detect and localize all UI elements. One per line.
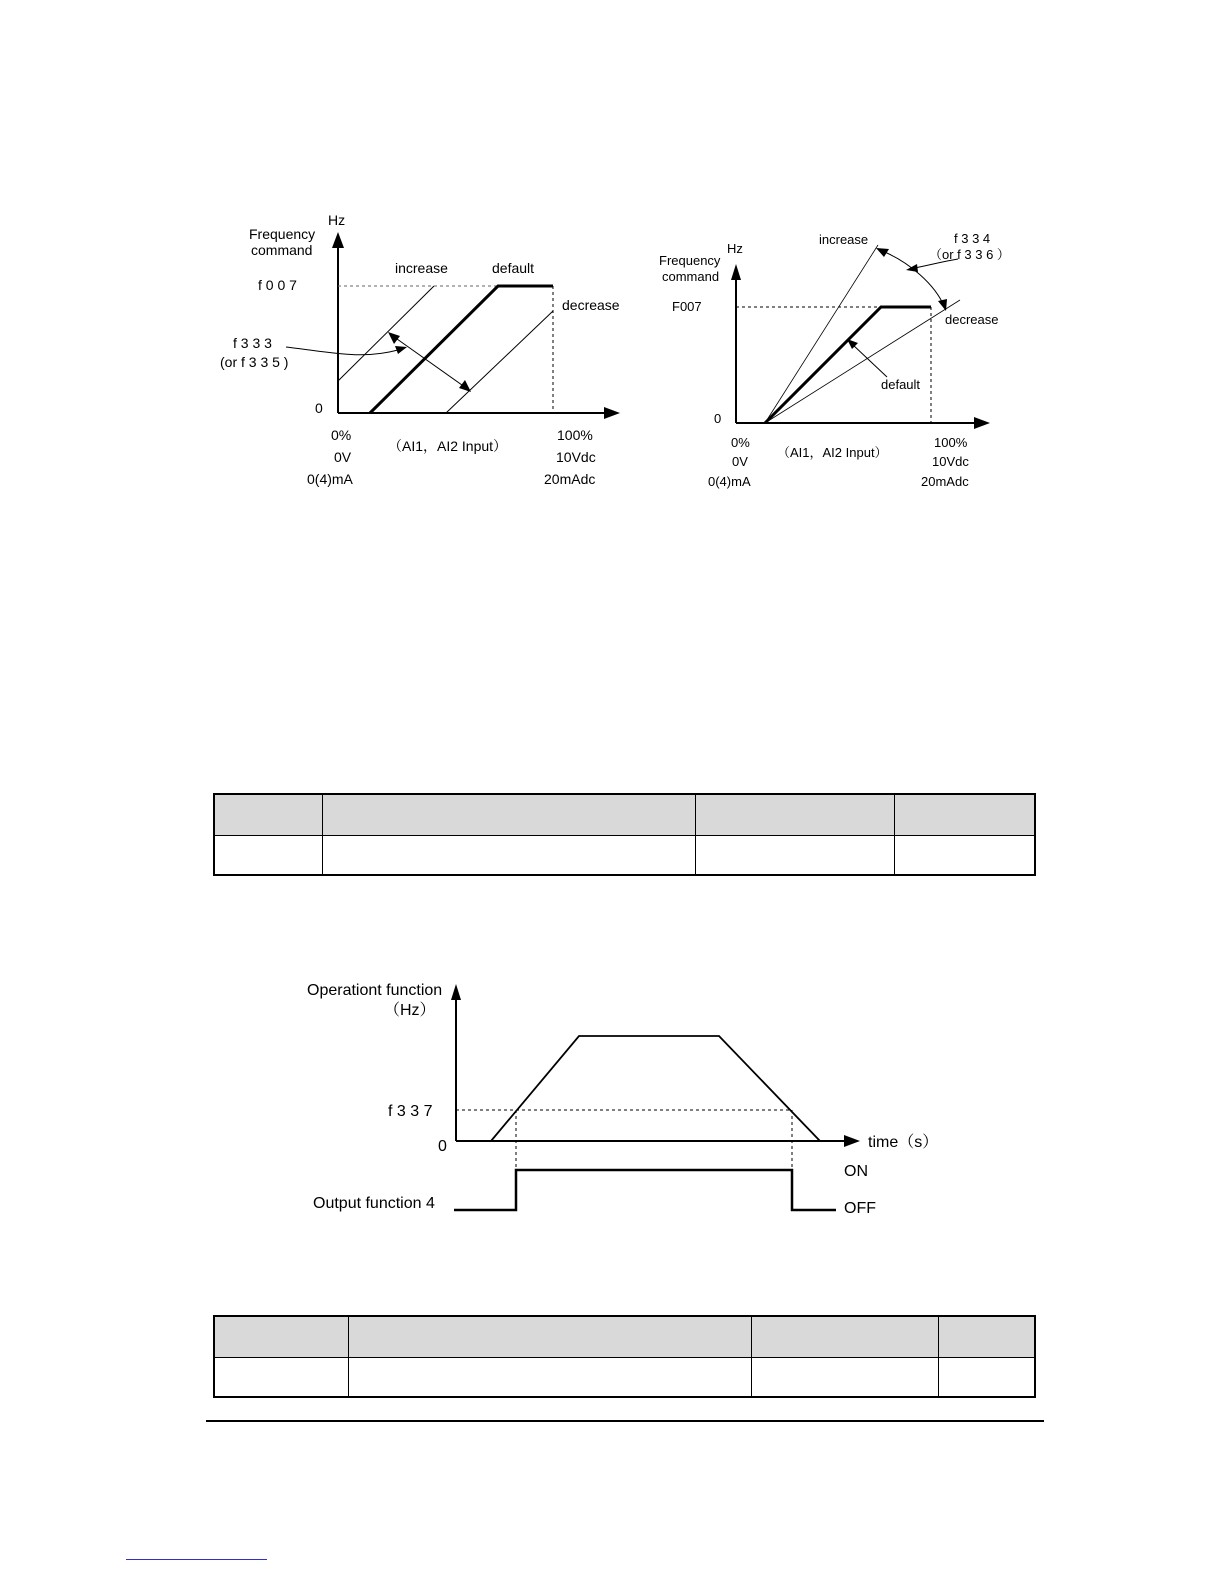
left-y-title-line2: command — [251, 242, 313, 258]
right-zero-label: 0 — [714, 411, 722, 426]
timing-off-label: OFF — [844, 1200, 876, 1217]
right-x-max-1: 100% — [934, 435, 968, 450]
left-increase-line — [338, 286, 434, 381]
left-param-pointer-head-icon — [395, 346, 407, 354]
right-x-min-1: 0% — [731, 435, 750, 450]
table-header-cell — [752, 1316, 939, 1357]
timing-zero-label: 0 — [438, 1138, 447, 1155]
table-header-cell — [349, 1316, 752, 1357]
timing-y-title-line2: （Hz） — [384, 1002, 436, 1019]
table-row — [214, 835, 1035, 875]
left-frequency-diagram — [220, 212, 620, 487]
right-x-max-2: 10Vdc — [932, 454, 969, 469]
right-param-arc-head-down-icon — [938, 299, 947, 311]
table-header-cell — [214, 794, 323, 835]
left-y-arrow-icon — [332, 232, 344, 248]
right-param-line1: f 3 3 4 — [954, 231, 991, 246]
left-zero-label: 0 — [315, 400, 323, 416]
left-x-max-3: 20mAdc — [544, 471, 596, 487]
right-param-line2: （or f 3 3 6 ） — [929, 247, 1010, 262]
table-cell — [939, 1357, 1036, 1397]
right-x-min-3: 0(4)mA — [708, 474, 751, 489]
table-cell — [752, 1357, 939, 1397]
table-cell — [323, 835, 696, 875]
right-x-max-3: 20mAdc — [921, 474, 969, 489]
right-default-line — [765, 307, 931, 423]
left-label-default: default — [492, 260, 535, 276]
footer-link-underline — [126, 1559, 267, 1560]
left-y-title-line1: Frequency — [249, 226, 316, 242]
left-x-max-2: 10Vdc — [556, 449, 596, 465]
table-cell — [214, 835, 323, 875]
right-increase-line — [765, 245, 878, 423]
timing-frequency-trapezoid — [491, 1036, 820, 1141]
left-x-max-1: 100% — [557, 427, 593, 443]
left-x-min-3: 0(4)mA — [307, 471, 353, 487]
left-param-pointer — [286, 347, 398, 355]
right-y-arrow-icon — [731, 264, 741, 280]
timing-on-label: ON — [844, 1163, 868, 1180]
right-y-axis-unit: Hz — [727, 241, 743, 256]
left-x-min-2: 0V — [334, 449, 352, 465]
table-header-row — [214, 1316, 1035, 1357]
right-x-arrow-icon — [974, 417, 990, 429]
timing-x-arrow-icon — [844, 1135, 860, 1147]
left-param-line2: (or f 3 3 5 ) — [220, 354, 289, 370]
table-cell — [895, 835, 1036, 875]
table-row — [214, 1357, 1035, 1397]
table-header-row — [214, 794, 1035, 835]
left-double-arrow-head-down-icon — [459, 380, 471, 392]
right-label-increase: increase — [819, 232, 869, 247]
timing-output-label: Output function 4 — [313, 1195, 435, 1212]
left-x-center-label: （AI1，AI2 Input） — [388, 438, 508, 454]
left-y-axis-unit: Hz — [328, 212, 346, 228]
table-cell — [214, 1357, 349, 1397]
timing-diagram — [307, 982, 938, 1217]
footer-divider — [206, 1420, 1044, 1422]
right-ref-label: F007 — [672, 299, 702, 314]
timing-y-title-line1: Operationt function — [307, 982, 443, 999]
left-label-decrease: decrease — [562, 297, 620, 313]
table-header-cell — [696, 794, 895, 835]
left-double-arrow-head-up-icon — [388, 332, 400, 344]
right-x-min-2: 0V — [732, 454, 748, 469]
table-header-cell — [895, 794, 1036, 835]
timing-threshold-label: f 3 3 7 — [388, 1103, 433, 1120]
parameter-table-2 — [213, 1315, 1036, 1398]
right-y-title-line2: command — [662, 269, 720, 284]
parameter-table-1 — [213, 793, 1036, 876]
timing-y-arrow-icon — [451, 984, 461, 1000]
right-y-title-line1: Frequency — [659, 253, 721, 268]
left-label-increase: increase — [395, 260, 448, 276]
right-label-decrease: decrease — [945, 312, 999, 327]
right-frequency-diagram — [659, 231, 1010, 489]
table-header-cell — [214, 1316, 349, 1357]
left-x-arrow-icon — [604, 407, 620, 419]
left-ref-label: f 0 0 7 — [258, 277, 297, 293]
timing-x-axis-label: time（s） — [868, 1134, 939, 1151]
left-x-min-1: 0% — [331, 427, 352, 443]
left-param-line1: f 3 3 3 — [233, 335, 272, 351]
table-header-cell — [939, 1316, 1036, 1357]
timing-output-signal — [454, 1170, 836, 1210]
table-cell — [696, 835, 895, 875]
left-decrease-line — [446, 311, 553, 413]
table-cell — [349, 1357, 752, 1397]
right-x-center-label: （AI1，AI2 Input） — [777, 445, 888, 460]
table-header-cell — [323, 794, 696, 835]
right-label-default: default — [881, 377, 921, 392]
